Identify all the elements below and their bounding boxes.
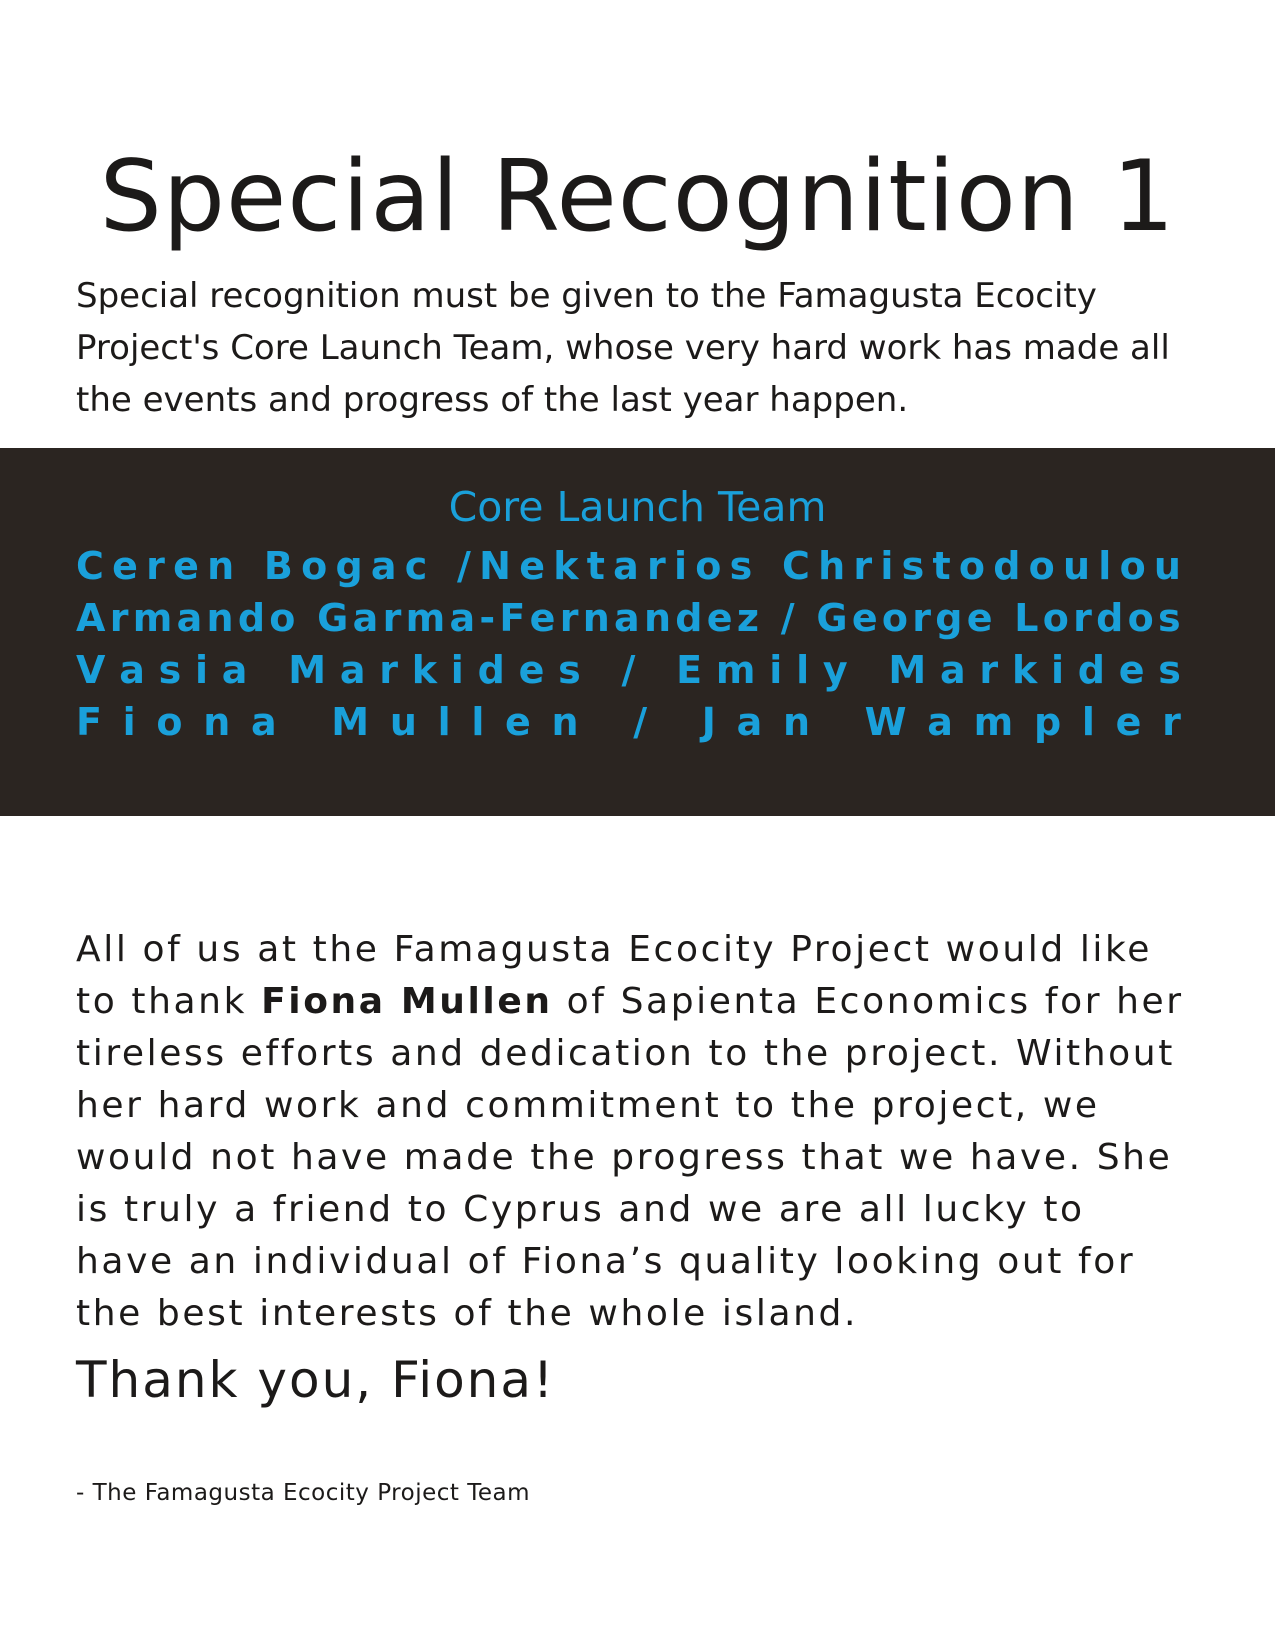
intro-paragraph: Special recognition must be given to the Famagusta Ecocity Project's Core Launch Team, whose very hard work has made all the events and progress of the last year happen. [76, 276, 1170, 420]
team-row [76, 696, 1181, 748]
name-letter: o [269, 596, 296, 640]
closing-line: Thank you, Fiona! [76, 1351, 556, 1409]
name-letter: e [706, 596, 733, 640]
name-gap [649, 648, 662, 692]
name-letter: a [221, 648, 248, 692]
name-letter: u [1063, 544, 1091, 588]
name-letter: d [237, 596, 266, 640]
name-letter: r [559, 596, 579, 640]
name-letter: h [818, 544, 846, 588]
name-letter: i [880, 544, 894, 588]
name-letter: o [1119, 544, 1146, 588]
team-heading: Core Launch Team [448, 483, 827, 531]
name-letter: e [966, 596, 993, 640]
signature: - The Famagusta Ecocity Project Team [76, 1480, 531, 1506]
name-letter: r [382, 596, 402, 640]
name-letter: a [736, 700, 763, 744]
name-letter: a [927, 700, 953, 744]
page-title: Special Recognition 1 [99, 139, 1176, 254]
name-letter: a [613, 544, 639, 588]
name-letter: F [76, 700, 102, 744]
name-letter: n [551, 700, 579, 744]
name-letter: N [479, 544, 511, 588]
name-letter: a [119, 648, 145, 692]
name-letter: A [76, 596, 106, 640]
name-gap [300, 596, 313, 640]
name-letter: C [781, 544, 810, 588]
name-letter: e [529, 596, 556, 640]
name-letter: k [1011, 648, 1038, 692]
name-letter: r [379, 648, 398, 692]
name-letter: n [643, 596, 672, 640]
name-letter: r [853, 544, 873, 588]
name-letter: i [450, 648, 464, 692]
name-letter: k [411, 648, 438, 692]
name-letter: l [1081, 700, 1095, 744]
name-letter: r [979, 648, 999, 692]
thanks-text-end: of Sapienta Economics for her tireless efforts and dedication to the project. Without her hard work and commitment to the project, we would not have made the progress that we have. She is truly a friend to Cyprus and we are all lucky to have an individual of Fiona’s quality looking out for the best interests of the whole island. [76, 981, 1184, 1334]
name-letter: C [76, 544, 104, 588]
name-letter: i [1050, 648, 1065, 692]
name-letter: l [1098, 544, 1112, 588]
name-gap [436, 544, 449, 588]
name-letter: o [695, 544, 722, 588]
name-gap [668, 700, 681, 744]
name-letter: r [146, 544, 165, 588]
name-letter: l [471, 700, 485, 744]
name-letter: r [647, 544, 666, 588]
name-gap [997, 596, 1010, 640]
name-letter: e [173, 544, 199, 588]
name-letter: c [404, 544, 428, 588]
name-gap [861, 648, 874, 692]
name-letter: n [207, 544, 235, 588]
name-letter: d [993, 544, 1021, 588]
name-letter: a [614, 596, 640, 640]
name-letter: n [782, 700, 811, 744]
name-letter: e [518, 648, 545, 692]
name-letter: s [158, 648, 182, 692]
name-letter: e [1118, 648, 1145, 692]
name-letter: e [505, 700, 531, 744]
name-letter: i [122, 700, 136, 744]
name-letter: y [822, 648, 848, 692]
name-letter: J [701, 700, 716, 744]
name-letter: E [676, 648, 703, 692]
name-letter: a [339, 648, 366, 692]
name-letter: m [405, 596, 446, 640]
name-letter: p [1033, 700, 1062, 744]
name-letter: u [389, 700, 417, 744]
name-letter: o [881, 596, 908, 640]
name-letter: a [250, 700, 277, 744]
name-letter: n [582, 596, 610, 640]
team-row [76, 540, 1181, 592]
name-letter: s [1158, 648, 1181, 692]
name-letter: W [864, 700, 907, 744]
name-letter: d [1077, 648, 1105, 692]
name-gap [242, 544, 255, 588]
name-letter: a [449, 596, 476, 640]
name-letter: F [499, 596, 526, 640]
name-letter: r [109, 596, 129, 640]
name-letter: l [796, 648, 810, 692]
name-letter: G [816, 596, 848, 640]
name-letter: i [769, 648, 783, 692]
name-letter: i [195, 648, 209, 692]
name-letter: d [675, 596, 703, 640]
name-gap [297, 700, 310, 744]
name-letter: B [263, 544, 293, 588]
name-gap [595, 648, 608, 692]
name-letter: - [479, 596, 496, 640]
name-letter: n [203, 700, 231, 744]
name-letter: M [888, 648, 927, 692]
name-gap [763, 596, 776, 640]
name-letter: s [729, 544, 753, 588]
name-gap [799, 596, 812, 640]
name-letter: g [935, 596, 963, 640]
thanks-text-start: All of us at the Famagusta Ecocity Project would like to thank [76, 929, 1152, 1022]
name-letter: M [331, 700, 370, 744]
name-letter: e [1115, 700, 1142, 744]
name-letter: s [901, 544, 925, 588]
name-letter: L [1014, 596, 1039, 640]
name-letter: s [558, 648, 581, 692]
name-letter: d [477, 648, 505, 692]
name-letter: g [335, 544, 363, 588]
name-letter: r [1162, 700, 1181, 744]
name-letter: a [176, 596, 203, 640]
name-letter: o [958, 544, 985, 588]
name-letter: m [715, 648, 756, 692]
name-letter: o [301, 544, 328, 588]
team-row [76, 592, 1181, 644]
name-letter: / [633, 700, 648, 744]
name-letter: t [932, 544, 951, 588]
name-letter: l [437, 700, 451, 744]
name-letter: G [317, 596, 349, 640]
name-letter: m [973, 700, 1014, 744]
name-gap [760, 544, 773, 588]
name-gap [599, 700, 612, 744]
name-letter: o [1042, 596, 1069, 640]
name-letter: a [352, 596, 379, 640]
name-letter: M [288, 648, 327, 692]
name-letter: s [1158, 596, 1181, 640]
name-letter: a [940, 648, 966, 692]
team-row [76, 644, 1181, 696]
name-gap [261, 648, 274, 692]
name-letter: o [1127, 596, 1154, 640]
name-letter: k [553, 544, 579, 588]
name-letter: m [132, 596, 173, 640]
thanks-paragraph [76, 924, 1191, 1340]
name-letter: e [519, 544, 545, 588]
name-letter: e [851, 596, 878, 640]
highlighted-name: Fiona Mullen [261, 981, 553, 1022]
name-letter: o [1028, 544, 1055, 588]
name-letter: i [674, 544, 688, 588]
name-letter: / [780, 596, 795, 640]
name-letter: / [621, 648, 636, 692]
name-letter: n [206, 596, 234, 640]
name-letter: d [1096, 596, 1124, 640]
name-letter: z [736, 596, 759, 640]
name-letter: t [586, 544, 605, 588]
name-letter: u [1153, 544, 1181, 588]
name-letter: r [1073, 596, 1092, 640]
name-letter: V [76, 648, 106, 692]
name-gap [831, 700, 844, 744]
name-letter: o [156, 700, 183, 744]
name-letter: e [112, 544, 138, 588]
name-letter: / [457, 544, 471, 588]
name-letter: r [912, 596, 931, 640]
name-letter: a [370, 544, 397, 588]
